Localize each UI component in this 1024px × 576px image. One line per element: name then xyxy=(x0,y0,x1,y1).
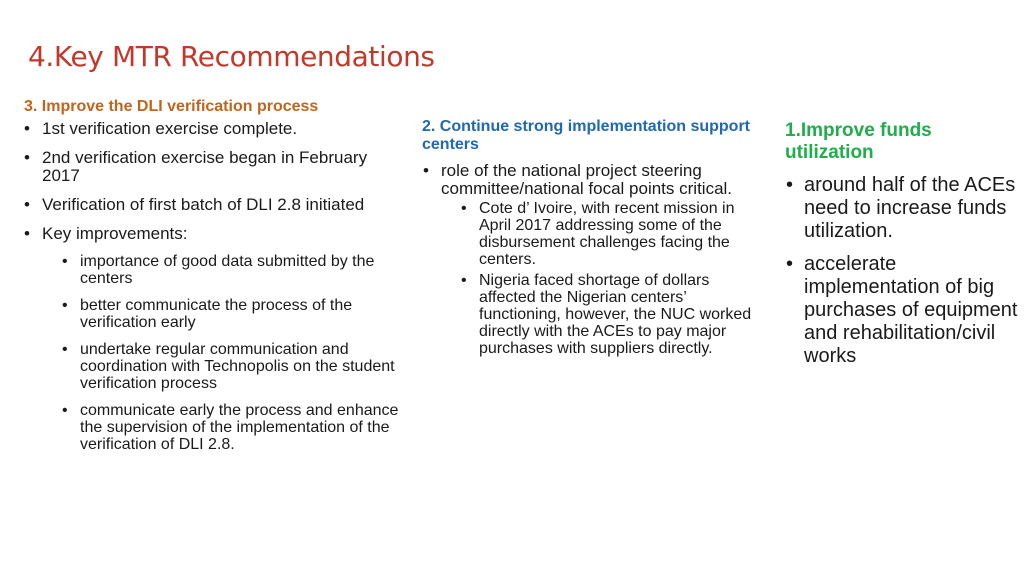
implementation-support-list xyxy=(422,162,762,357)
list-item: • Nigeria faced shortage of dollars affected the Nigerian centers’ functioning, however, the NUC worked directly with the ACEs to pay major purchases with suppliers directly. xyxy=(479,272,762,357)
slide-title: 4.Key MTR Recommendations xyxy=(28,40,435,73)
dli-verification-heading: 3. Improve the DLI verification process xyxy=(24,98,319,115)
list-item xyxy=(42,225,404,453)
dli-verification-list xyxy=(24,120,404,453)
list-item: • 1st verification exercise complete. xyxy=(42,120,404,138)
steering-committee-text: role of the national project steering committee/national focal points critical. xyxy=(441,161,733,198)
list-item: • accelerate implementation of big purchases of equipment and rehabilitation/civil works xyxy=(804,253,1024,368)
list-item: • better communicate the process of the verification early xyxy=(80,297,404,331)
list-item: • communicate early the process and enhance the supervision of the implementation of the verification of DLI 2.8. xyxy=(80,402,404,453)
implementation-support-column xyxy=(422,118,762,361)
list-item: • Verification of first batch of DLI 2.8 initiated xyxy=(42,196,404,214)
list-item: • 2nd verification exercise began in February 2017 xyxy=(42,149,404,185)
funds-utilization-column xyxy=(785,120,1024,378)
list-item: • importance of good data submitted by the centers xyxy=(80,253,404,287)
key-improvements-label: Key improvements: xyxy=(42,224,188,244)
list-item: • around half of the ACEs need to increase funds utilization. xyxy=(804,174,1024,243)
list-item: • Cote d’ Ivoire, with recent mission in April 2017 addressing some of the disbursement challenges facing the centers. xyxy=(479,200,762,268)
country-examples-list xyxy=(441,200,762,357)
funds-utilization-list xyxy=(785,174,1024,368)
list-item: • undertake regular communication and coordination with Technopolis on the student verification process xyxy=(80,341,404,392)
implementation-support-heading: 2. Continue strong implementation support centers xyxy=(422,118,750,153)
funds-utilization-heading: 1.Improve funds utilization xyxy=(785,120,932,163)
list-item xyxy=(441,162,762,357)
dli-verification-column xyxy=(24,98,404,464)
key-improvements-list xyxy=(42,253,404,453)
